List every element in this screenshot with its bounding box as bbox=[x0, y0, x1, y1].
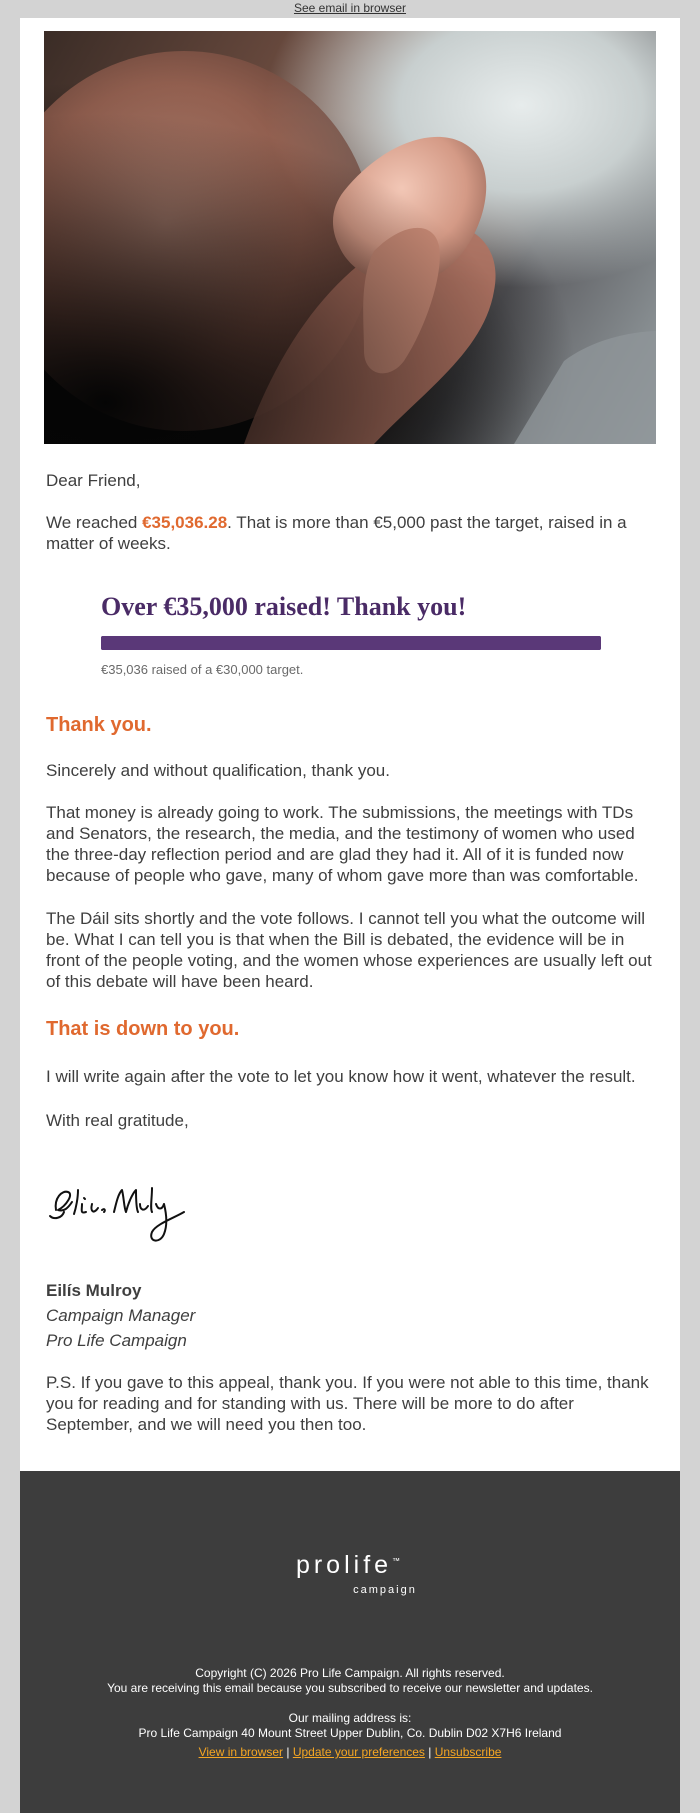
logo-trademark: ™ bbox=[392, 1556, 405, 1566]
progress-box bbox=[101, 592, 601, 677]
footer-reason: You are receiving this email because you subscribed to receive our newsletter and updates. bbox=[107, 1681, 593, 1695]
raised-amount: €35,036.28 bbox=[142, 513, 228, 532]
paragraph-thanks: Sincerely and without qualification, thank you. bbox=[46, 761, 390, 780]
footer-view-in-browser-link[interactable]: View in browser bbox=[198, 1745, 284, 1759]
footer-link-separator: | bbox=[283, 1745, 293, 1759]
footer-address-label: Our mailing address is: bbox=[288, 1711, 412, 1725]
progress-title: Over €35,000 raised! Thank you! bbox=[101, 592, 467, 621]
paragraph-dail: The Dáil sits shortly and the vote follows. I cannot tell you what the outcome will be. What I can tell you is that when the Bill is debated, the evidence will be in front of the people voting, and the women whose experiences are usually left out of this debate will have been heard. bbox=[46, 909, 652, 991]
footer bbox=[20, 1471, 680, 1813]
signature-block bbox=[46, 1278, 656, 1353]
footer-links bbox=[20, 1745, 680, 1760]
hero-photo-illustration bbox=[44, 31, 656, 444]
email-card bbox=[20, 18, 680, 1471]
top-bar bbox=[0, 0, 700, 18]
logo-sub-text: campaign bbox=[353, 1584, 417, 1596]
postscript: P.S. If you gave to this appeal, thank you. If you were not able to this time, thank you for reading and for standing with us. There will be more to do after September, and we will need you then too. bbox=[46, 1373, 649, 1434]
footer-address: Pro Life Campaign 40 Mount Street Upper Dublin, Co. Dublin D02 X7H6 Ireland bbox=[138, 1726, 562, 1740]
logo-main-text: prolife bbox=[295, 1551, 393, 1579]
unsubscribe-link[interactable]: Unsubscribe bbox=[434, 1745, 502, 1759]
signer-org: Pro Life Campaign bbox=[46, 1331, 187, 1350]
heading-thank-you: Thank you. bbox=[46, 714, 152, 736]
intro-after: . That is more than €5,000 past the target, raised in a matter of weeks. bbox=[46, 513, 627, 553]
signature-image bbox=[44, 1168, 204, 1248]
heading-down-to-you: That is down to you. bbox=[46, 1018, 240, 1040]
progress-bar-fill bbox=[101, 636, 601, 650]
intro-paragraph bbox=[46, 512, 656, 554]
progress-bar bbox=[101, 636, 601, 650]
handwritten-signature bbox=[44, 1168, 204, 1248]
prolife-logo bbox=[20, 1551, 680, 1596]
paragraph-write-again: I will write again after the vote to let you know how it went, whatever the result. bbox=[46, 1067, 636, 1086]
signer-name: Eilís Mulroy bbox=[46, 1281, 142, 1300]
intro-before: We reached bbox=[46, 513, 143, 532]
footer-copyright: Copyright (C) 2026 Pro Life Campaign. All rights reserved. bbox=[195, 1666, 505, 1680]
paragraph-funding: That money is already going to work. The submissions, the meetings with TDs and Senators, the research, the media, and the testimony of women who used the three-day reflection period and are glad they had it. All of it is funded now because of people who gave, many of whom gave more than was comfortable. bbox=[46, 803, 639, 885]
hero-image bbox=[44, 31, 656, 444]
view-in-browser-link[interactable]: See email in browser bbox=[293, 1, 407, 15]
sign-off: With real gratitude, bbox=[46, 1111, 189, 1130]
progress-caption: €35,036 raised of a €30,000 target. bbox=[101, 662, 304, 677]
greeting: Dear Friend, bbox=[46, 471, 141, 490]
update-preferences-link[interactable]: Update your preferences bbox=[292, 1745, 425, 1759]
signer-role: Campaign Manager bbox=[46, 1306, 196, 1325]
footer-link-separator: | bbox=[424, 1745, 435, 1759]
